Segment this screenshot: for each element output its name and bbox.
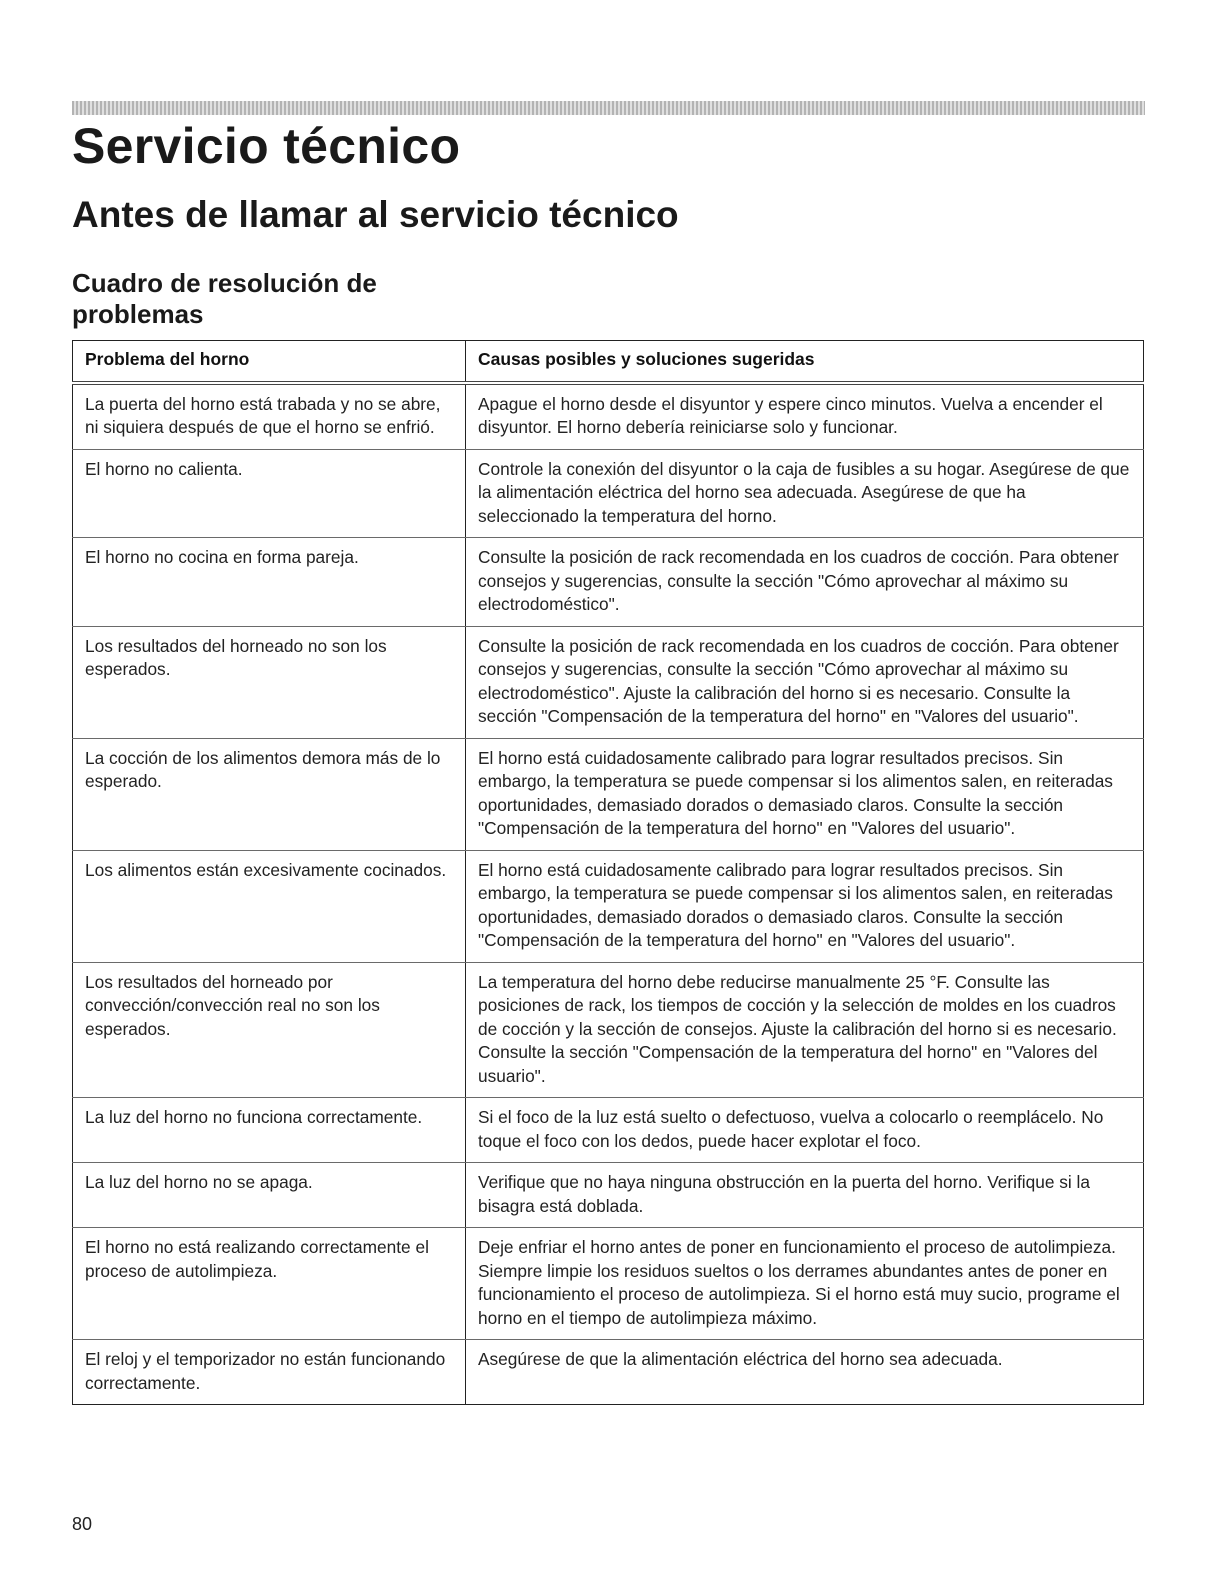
problem-cell: Los resultados del horneado no son los esperados.: [73, 626, 466, 738]
page-subtitle: Antes de llamar al servicio técnico: [72, 194, 679, 235]
problem-cell: El horno no está realizando correctamente el proceso de autolimpieza.: [73, 1228, 466, 1340]
page-title: Servicio técnico: [72, 118, 461, 174]
problem-cell: La luz del horno no se apaga.: [73, 1163, 466, 1228]
table-header-row: [73, 341, 1144, 383]
solution-cell: Si el foco de la luz está suelto o defectuoso, vuelva a colocarlo o reemplácelo. No toque el foco con los dedos, puede hacer explotar el foco.: [466, 1098, 1144, 1163]
table-row: [73, 1228, 1144, 1340]
table-row: [73, 383, 1144, 450]
table-row: [73, 626, 1144, 738]
header-solution: Causas posibles y soluciones sugeridas: [466, 341, 1144, 383]
table-row: [73, 962, 1144, 1098]
solution-cell: La temperatura del horno debe reducirse manualmente 25 °F. Consulte las posiciones de rack, los tiempos de cocción y la selección de moldes en los cuadros de cocción y la sección de consejos. Ajuste la calibración del horno si es necesario. Consulte la sección "Compensación de la temperatura del horno" en "Valores del usuario".: [466, 962, 1144, 1098]
header-problem: Problema del horno: [73, 341, 466, 383]
solution-cell: El horno está cuidadosamente calibrado para lograr resultados precisos. Sin embargo, la temperatura se puede compensar si los alimentos salen, en reiteradas oportunidades, demasiado dorados o demasiado claros. Consulte la sección "Compensación de la temperatura del horno" en "Valores del usuario".: [466, 738, 1144, 850]
problem-cell: Los resultados del horneado por convección/convección real no son los esperados.: [73, 962, 466, 1098]
solution-cell: Controle la conexión del disyuntor o la caja de fusibles a su hogar. Asegúrese de que la alimentación eléctrica del horno sea adecuada. Asegúrese de que ha seleccionado la temperatura del horno.: [466, 449, 1144, 538]
table-row: [73, 1163, 1144, 1228]
solution-cell: Consulte la posición de rack recomendada en los cuadros de cocción. Para obtener consejos y sugerencias, consulte la sección "Cómo aprovechar al máximo su electrodoméstico".: [466, 538, 1144, 627]
problem-cell: Los alimentos están excesivamente cocinados.: [73, 850, 466, 962]
section-heading: Cuadro de resolución de problemas: [72, 268, 377, 329]
solution-cell: Consulte la posición de rack recomendada en los cuadros de cocción. Para obtener consejos y sugerencias, consulte la sección "Cómo aprovechar al máximo su electrodoméstico". Ajuste la calibración del horno si es necesario. Consulte la sección "Compensación de la temperatura del horno" en "Valores del usuario".: [466, 626, 1144, 738]
table-row: [73, 449, 1144, 538]
troubleshooting-table: [72, 340, 1144, 1405]
table-row: [73, 850, 1144, 962]
table-row: [73, 1340, 1144, 1405]
problem-cell: La cocción de los alimentos demora más de lo esperado.: [73, 738, 466, 850]
solution-cell: Apague el horno desde el disyuntor y espere cinco minutos. Vuelva a encender el disyuntor. El horno debería reiniciarse solo y funcionar.: [466, 383, 1144, 450]
table-row: [73, 538, 1144, 627]
problem-cell: El horno no calienta.: [73, 449, 466, 538]
table-row: [73, 738, 1144, 850]
problem-cell: El horno no cocina en forma pareja.: [73, 538, 466, 627]
solution-cell: Verifique que no haya ninguna obstrucción en la puerta del horno. Verifique si la bisagra está doblada.: [466, 1163, 1144, 1228]
problem-cell: El reloj y el temporizador no están funcionando correctamente.: [73, 1340, 466, 1405]
top-rule: [72, 101, 1145, 115]
page-number: 80: [72, 1514, 93, 1534]
solution-cell: Deje enfriar el horno antes de poner en funcionamiento el proceso de autolimpieza. Siempre limpie los residuos sueltos o los derrames abundantes antes de poner en funcionamiento el proceso de autolimpieza. Si el horno está muy sucio, programe el horno en el tiempo de autolimpieza máximo.: [466, 1228, 1144, 1340]
problem-cell: La luz del horno no funciona correctamente.: [73, 1098, 466, 1163]
solution-cell: Asegúrese de que la alimentación eléctrica del horno sea adecuada.: [466, 1340, 1144, 1405]
solution-cell: El horno está cuidadosamente calibrado para lograr resultados precisos. Sin embargo, la temperatura se puede compensar si los alimentos salen, en reiteradas oportunidades, demasiado dorados o demasiado claros. Consulte la sección "Compensación de la temperatura del horno" en "Valores del usuario".: [466, 850, 1144, 962]
table-row: [73, 1098, 1144, 1163]
problem-cell: La puerta del horno está trabada y no se abre, ni siquiera después de que el horno se enfrió.: [73, 383, 466, 450]
